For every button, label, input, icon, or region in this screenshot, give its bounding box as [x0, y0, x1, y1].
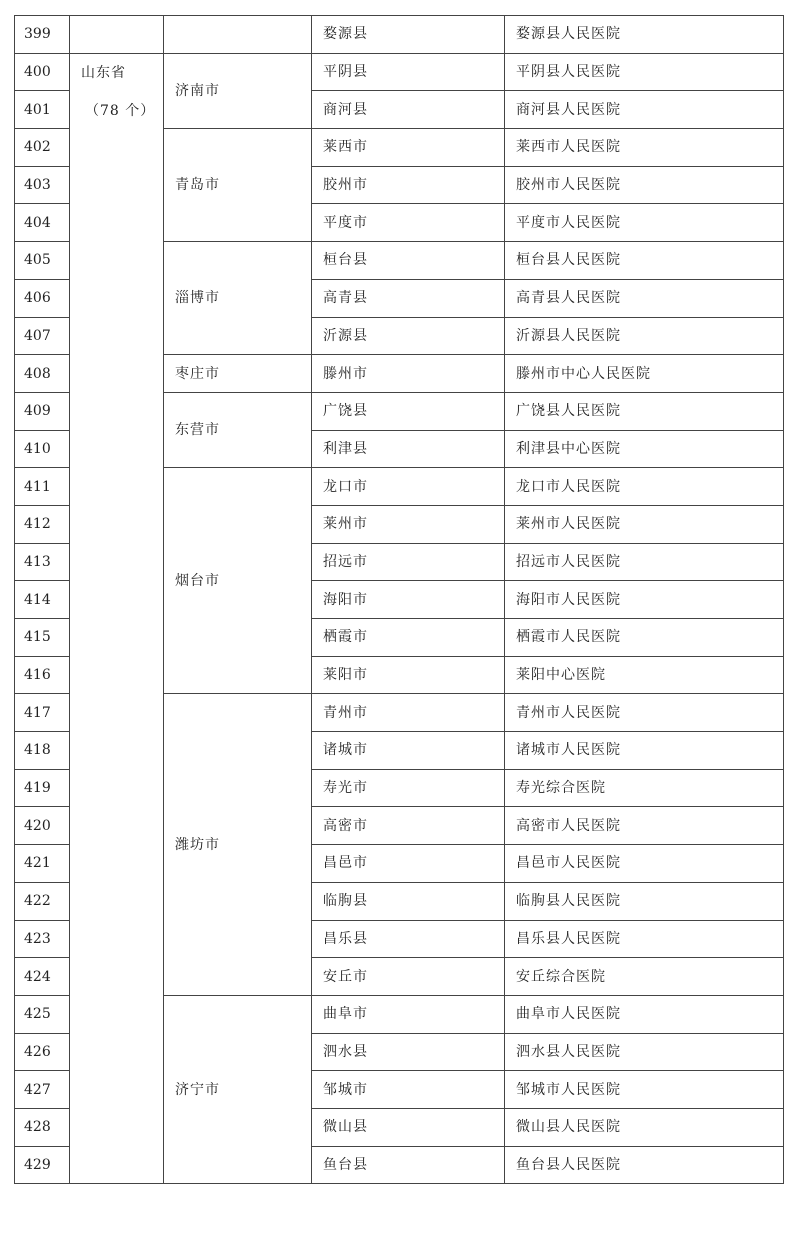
- row-number: 425: [15, 995, 70, 1033]
- hospital-cell: 招远市人民医院: [505, 543, 784, 581]
- county-cell: 平阴县: [312, 53, 505, 91]
- county-cell: 高密市: [312, 807, 505, 845]
- county-cell: 莱州市: [312, 505, 505, 543]
- hospital-cell: 胶州市人民医院: [505, 166, 784, 204]
- city-cell: 济南市: [164, 53, 312, 128]
- hospital-cell: 桓台县人民医院: [505, 242, 784, 280]
- city-cell: 淄博市: [164, 242, 312, 355]
- county-cell: 莱西市: [312, 129, 505, 167]
- county-cell: 临朐县: [312, 882, 505, 920]
- city-cell: 东营市: [164, 392, 312, 467]
- county-cell: 鱼台县: [312, 1146, 505, 1184]
- province-cell-empty: [70, 16, 164, 54]
- row-number: 429: [15, 1146, 70, 1184]
- hospital-cell: 利津县中心医院: [505, 430, 784, 468]
- hospital-cell: 栖霞市人民医院: [505, 619, 784, 657]
- hospital-cell: 泗水县人民医院: [505, 1033, 784, 1071]
- county-cell: 桓台县: [312, 242, 505, 280]
- row-number: 405: [15, 242, 70, 280]
- hospital-cell: 曲阜市人民医院: [505, 995, 784, 1033]
- county-cell: 曲阜市: [312, 995, 505, 1033]
- row-number: 419: [15, 769, 70, 807]
- county-cell: 微山县: [312, 1108, 505, 1146]
- hospital-cell: 安丘综合医院: [505, 958, 784, 996]
- county-cell: 邹城市: [312, 1071, 505, 1109]
- row-number: 428: [15, 1108, 70, 1146]
- table-body: [15, 16, 784, 1184]
- hospital-cell: 广饶县人民医院: [505, 392, 784, 430]
- row-number: 422: [15, 882, 70, 920]
- row-number: 403: [15, 166, 70, 204]
- row-number: 411: [15, 468, 70, 506]
- county-cell: 婺源县: [312, 16, 505, 54]
- row-number: 420: [15, 807, 70, 845]
- row-number: 427: [15, 1071, 70, 1109]
- hospital-cell: 莱西市人民医院: [505, 129, 784, 167]
- county-cell: 招远市: [312, 543, 505, 581]
- county-cell: 海阳市: [312, 581, 505, 619]
- county-cell: 昌乐县: [312, 920, 505, 958]
- row-number: 424: [15, 958, 70, 996]
- row-number: 414: [15, 581, 70, 619]
- hospital-cell: 平度市人民医院: [505, 204, 784, 242]
- county-cell: 龙口市: [312, 468, 505, 506]
- row-number: 406: [15, 279, 70, 317]
- county-cell: 平度市: [312, 204, 505, 242]
- hospital-cell: 滕州市中心人民医院: [505, 355, 784, 393]
- province-name: 山东省: [81, 64, 126, 81]
- hospital-cell: 昌乐县人民医院: [505, 920, 784, 958]
- row-number: 415: [15, 619, 70, 657]
- hospital-cell: 海阳市人民医院: [505, 581, 784, 619]
- county-cell: 诸城市: [312, 732, 505, 770]
- county-cell: 泗水县: [312, 1033, 505, 1071]
- table-row: [15, 16, 784, 54]
- county-cell: 高青县: [312, 279, 505, 317]
- row-number: 399: [15, 16, 70, 54]
- row-number: 407: [15, 317, 70, 355]
- row-number: 410: [15, 430, 70, 468]
- hospital-cell: 诸城市人民医院: [505, 732, 784, 770]
- county-cell: 滕州市: [312, 355, 505, 393]
- row-number: 401: [15, 91, 70, 129]
- county-cell: 沂源县: [312, 317, 505, 355]
- hospital-cell: 莱阳中心医院: [505, 656, 784, 694]
- county-cell: 商河县: [312, 91, 505, 129]
- county-cell: 寿光市: [312, 769, 505, 807]
- hospital-cell: 寿光综合医院: [505, 769, 784, 807]
- county-cell: 安丘市: [312, 958, 505, 996]
- hospital-cell: 高密市人民医院: [505, 807, 784, 845]
- row-number: 426: [15, 1033, 70, 1071]
- row-number: 416: [15, 656, 70, 694]
- hospital-table: [14, 15, 784, 1184]
- hospital-cell: 龙口市人民医院: [505, 468, 784, 506]
- county-cell: 胶州市: [312, 166, 505, 204]
- hospital-cell: 商河县人民医院: [505, 91, 784, 129]
- hospital-cell: 邹城市人民医院: [505, 1071, 784, 1109]
- city-cell-empty: [164, 16, 312, 54]
- hospital-cell: 平阴县人民医院: [505, 53, 784, 91]
- county-cell: 广饶县: [312, 392, 505, 430]
- city-cell: 烟台市: [164, 468, 312, 694]
- hospital-cell: 微山县人民医院: [505, 1108, 784, 1146]
- row-number: 408: [15, 355, 70, 393]
- row-number: 409: [15, 392, 70, 430]
- hospital-cell: 莱州市人民医院: [505, 505, 784, 543]
- hospital-cell: 沂源县人民医院: [505, 317, 784, 355]
- province-cell: [70, 53, 164, 1184]
- county-cell: 昌邑市: [312, 845, 505, 883]
- hospital-cell: 青州市人民医院: [505, 694, 784, 732]
- hospital-cell: 临朐县人民医院: [505, 882, 784, 920]
- hospital-cell: 婺源县人民医院: [505, 16, 784, 54]
- province-count: （78 个）: [85, 102, 156, 119]
- hospital-cell: 昌邑市人民医院: [505, 845, 784, 883]
- county-cell: 利津县: [312, 430, 505, 468]
- city-cell: 青岛市: [164, 129, 312, 242]
- row-number: 417: [15, 694, 70, 732]
- hospital-cell: 高青县人民医院: [505, 279, 784, 317]
- row-number: 421: [15, 845, 70, 883]
- row-number: 402: [15, 129, 70, 167]
- row-number: 412: [15, 505, 70, 543]
- city-cell: 枣庄市: [164, 355, 312, 393]
- city-cell: 潍坊市: [164, 694, 312, 996]
- row-number: 400: [15, 53, 70, 91]
- table-row: [15, 53, 784, 91]
- city-cell: 济宁市: [164, 995, 312, 1183]
- row-number: 418: [15, 732, 70, 770]
- county-cell: 莱阳市: [312, 656, 505, 694]
- county-cell: 栖霞市: [312, 619, 505, 657]
- row-number: 404: [15, 204, 70, 242]
- hospital-cell: 鱼台县人民医院: [505, 1146, 784, 1184]
- county-cell: 青州市: [312, 694, 505, 732]
- row-number: 423: [15, 920, 70, 958]
- row-number: 413: [15, 543, 70, 581]
